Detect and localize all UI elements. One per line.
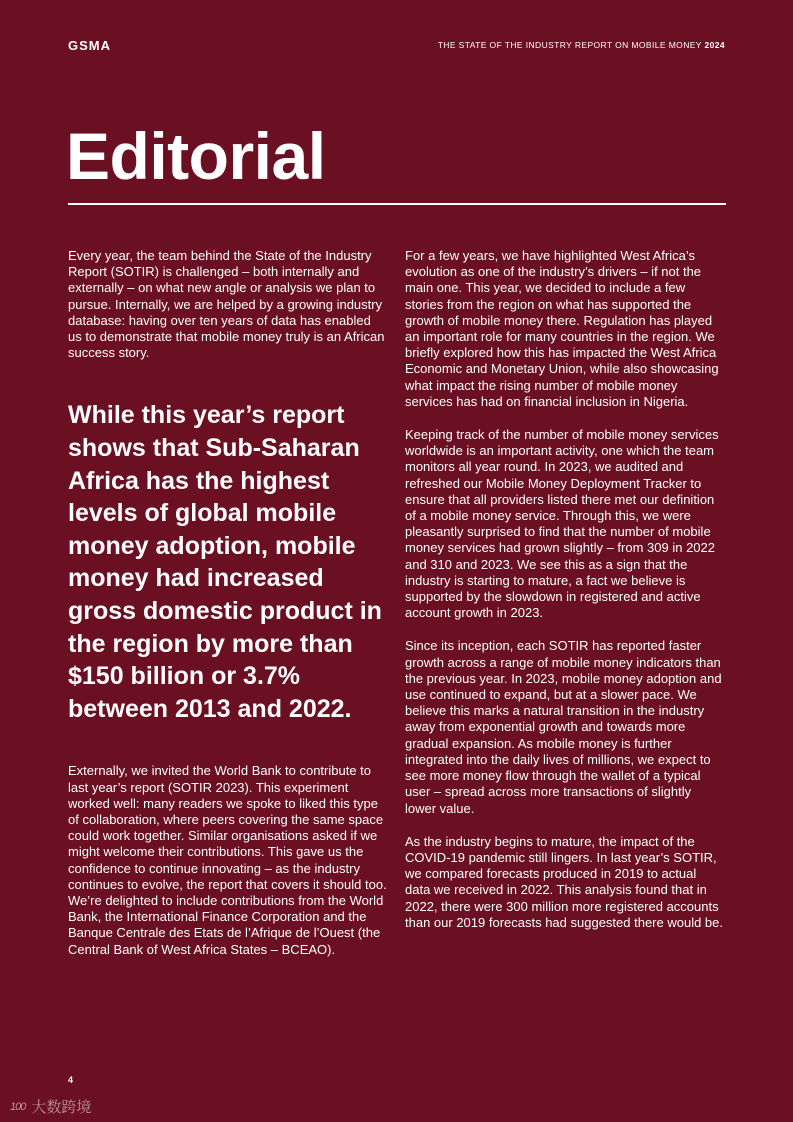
watermark xyxy=(10,1096,91,1117)
left-paragraph-2: Externally, we invited the World Bank to contribute to last year’s report (SOTIR 2023). This experiment worked well: many readers we spoke to liked this type of collaboration, where peers covering the same space could work together. Similar organisations asked if we might welcome their contributions. This gave us the confidence to continue innovating – as the industry continues to evolve, the report that covers it should too. We’re delighted to include contributions from the World Bank, the International Finance Corporation and the Banque Centrale des Etats de l’Afrique de l’Ouest (the Central Bank of West Africa States – BCEAO). xyxy=(68,763,387,957)
watermark-text: 大数跨境 xyxy=(31,1099,92,1116)
right-paragraph-3: Since its inception, each SOTIR has reported faster growth across a range of mobile money indicators than the previous year. In 2023, mobile money adoption and use continued to expand, but at a slower pace. We believe this marks a natural transition in the industry away from exponential growth and towards more gradual expansion. As mobile money is further integrated into the daily lives of millions, we expect to see more money flow through the wallet of a typical user – spread across more transactions of slightly lower value. xyxy=(405,638,722,816)
pull-quote: While this year’s report shows that Sub-Saharan Africa has the highest levels of global mobile money adoption, mobile money had increased gross domestic product in the region by more than $150 billion or 3.7% between 2013 and 2022. xyxy=(68,401,382,723)
right-paragraph-1: For a few years, we have highlighted West Africa’s evolution as one of the industry’s drivers – if not the main one. This year, we decided to include a few stories from the region on what has supported the growth of mobile money there. Regulation has played an important role for many countries in the region. We briefly explored how this has impacted the West Africa Economic and Monetary Union, while also showcasing what impact the rising number of mobile money services has had on financial inclusion in Nigeria. xyxy=(405,248,719,409)
right-paragraph-4: As the industry begins to mature, the impact of the COVID-19 pandemic still lingers. In last year’s SOTIR, we compared forecasts produced in 2019 to actual data we received in 2022. This analysis found that in 2022, there were 300 million more registered accounts than our 2019 forecasts had suggested there would be. xyxy=(405,833,723,930)
left-column xyxy=(68,248,388,975)
right-column xyxy=(405,248,725,948)
report-year: 2024 xyxy=(704,40,725,50)
page-title: Editorial xyxy=(66,119,326,193)
watermark-mark: 100 xyxy=(10,1100,26,1113)
report-title-text: THE STATE OF THE INDUSTRY REPORT ON MOBILE MONEY xyxy=(437,40,702,50)
page-number: 4 xyxy=(68,1075,74,1085)
report-title xyxy=(438,40,725,50)
gsma-logo: GSMA xyxy=(68,38,111,53)
right-paragraph-2: Keeping track of the number of mobile money services worldwide is an important activity, one which the team monitors all year round. In 2023, we audited and refreshed our Mobile Money Deployment Tracker to ensure that all providers listed there met our definition of a mobile money service. Through this, we were pleasantly surprised to find that the number of mobile money services had grown slightly – from 309 in 2022 and 310 and 2023. We see this as a sign that the industry is starting to mature, a fact we believe is supported by the slowdown in registered and active account growth in 2023. xyxy=(405,427,719,621)
left-paragraph-1: Every year, the team behind the State of the Industry Report (SOTIR) is challenged – both internally and externally – on what new angle or analysis we plan to pursue. Internally, we are helped by a growing industry database: having over ten years of data has enabled us to demonstrate that mobile money truly is an African success story. xyxy=(68,248,385,361)
title-divider xyxy=(68,203,726,205)
